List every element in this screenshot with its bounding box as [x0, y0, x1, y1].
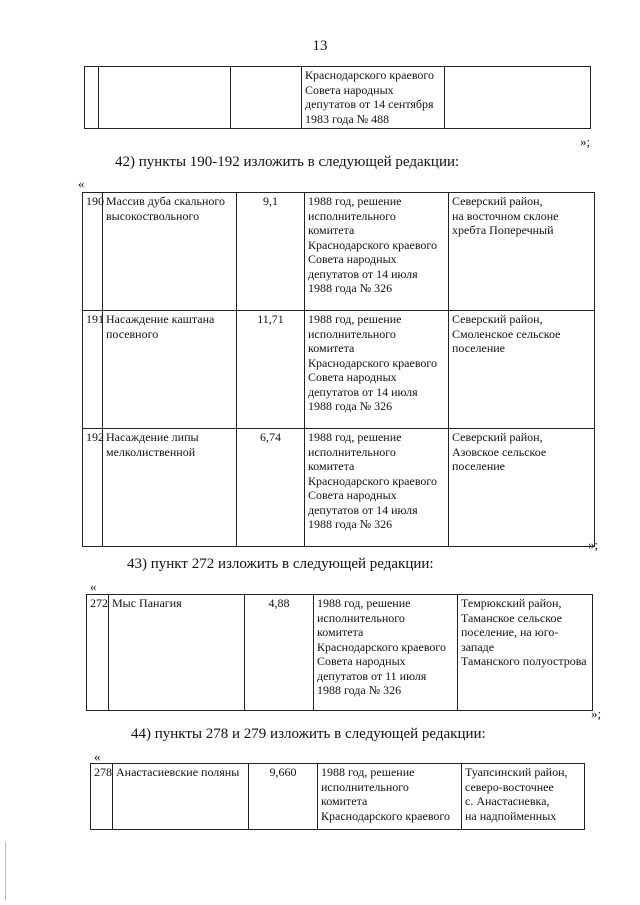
- location-text: Северский район, Смоленское сельское поселение: [449, 311, 595, 429]
- row-number: 192: [83, 429, 103, 547]
- object-name: Насаждение каштана посевного: [103, 311, 237, 429]
- row-number: 278: [91, 764, 113, 830]
- table-row: [83, 429, 595, 547]
- table-section-43: [86, 594, 593, 711]
- area-value: 9,660: [249, 764, 318, 830]
- closing-quote: »;: [580, 134, 591, 149]
- object-name: [99, 67, 231, 129]
- basis-text: Краснодарского краевого Совета народных депутатов от 14 сентября 1983 года № 488: [302, 67, 445, 129]
- area-value: 11,71: [237, 311, 305, 429]
- object-name: Мыс Панагия: [109, 595, 245, 711]
- location-text: Северский район, Азовское сельское поселение: [449, 429, 595, 547]
- closing-quote: »;: [588, 537, 599, 552]
- row-number: 191: [83, 311, 103, 429]
- basis-text: 1988 год, решение исполнительного комитета Краснодарского краевого Совета народных депутатов от 14 июля 1988 года № 326: [305, 193, 449, 311]
- table-row: [85, 67, 591, 129]
- table-row: [83, 311, 595, 429]
- table-row: [91, 764, 585, 830]
- opening-quote: «: [94, 749, 101, 764]
- section-heading-42: 42) пункты 190-192 изложить в следующей редакции:: [115, 154, 460, 170]
- table-section-44: [90, 763, 585, 830]
- section-heading-43: 43) пункт 272 изложить в следующей редакции:: [127, 556, 434, 572]
- margin-line: [5, 842, 6, 900]
- basis-text: 1988 год, решение исполнительного комитета Краснодарского краевого Совета народных депутатов от 11 июля 1988 года № 326: [314, 595, 458, 711]
- page-number: 13: [312, 38, 328, 54]
- table-row: [87, 595, 593, 711]
- location-text: [445, 67, 591, 129]
- location-text: Туапсинский район, северо-восточнее с. Анастасиевка, на надпойменных: [462, 764, 585, 830]
- row-number: [85, 67, 99, 129]
- table-section-42: [82, 192, 595, 547]
- area-value: 6,74: [237, 429, 305, 547]
- opening-quote: «: [90, 579, 97, 594]
- basis-text: 1988 год, решение исполнительного комитета Краснодарского краевого: [318, 764, 462, 830]
- object-name: Анастасиевские поляны: [113, 764, 249, 830]
- section-heading-44: 44) пункты 278 и 279 изложить в следующей редакции:: [131, 726, 486, 742]
- area-value: 9,1: [237, 193, 305, 311]
- area-value: [231, 67, 302, 129]
- object-name: Массив дуба скального высокоствольного: [103, 193, 237, 311]
- closing-quote: »;: [591, 706, 602, 721]
- area-value: 4,88: [245, 595, 314, 711]
- row-number: 272: [87, 595, 109, 711]
- basis-text: 1988 год, решение исполнительного комитета Краснодарского краевого Совета народных депутатов от 14 июля 1988 года № 326: [305, 311, 449, 429]
- location-text: Северский район, на восточном склоне хребта Поперечный: [449, 193, 595, 311]
- opening-quote: «: [78, 176, 85, 191]
- continuation-table: [84, 66, 591, 129]
- location-text: Темрюкский район, Таманское сельское поселение, на юго-западе Таманского полуострова: [458, 595, 593, 711]
- table-row: [83, 193, 595, 311]
- row-number: 190: [83, 193, 103, 311]
- basis-text: 1988 год, решение исполнительного комитета Краснодарского краевого Совета народных депутатов от 14 июля 1988 года № 326: [305, 429, 449, 547]
- object-name: Насаждение липы мелколиственной: [103, 429, 237, 547]
